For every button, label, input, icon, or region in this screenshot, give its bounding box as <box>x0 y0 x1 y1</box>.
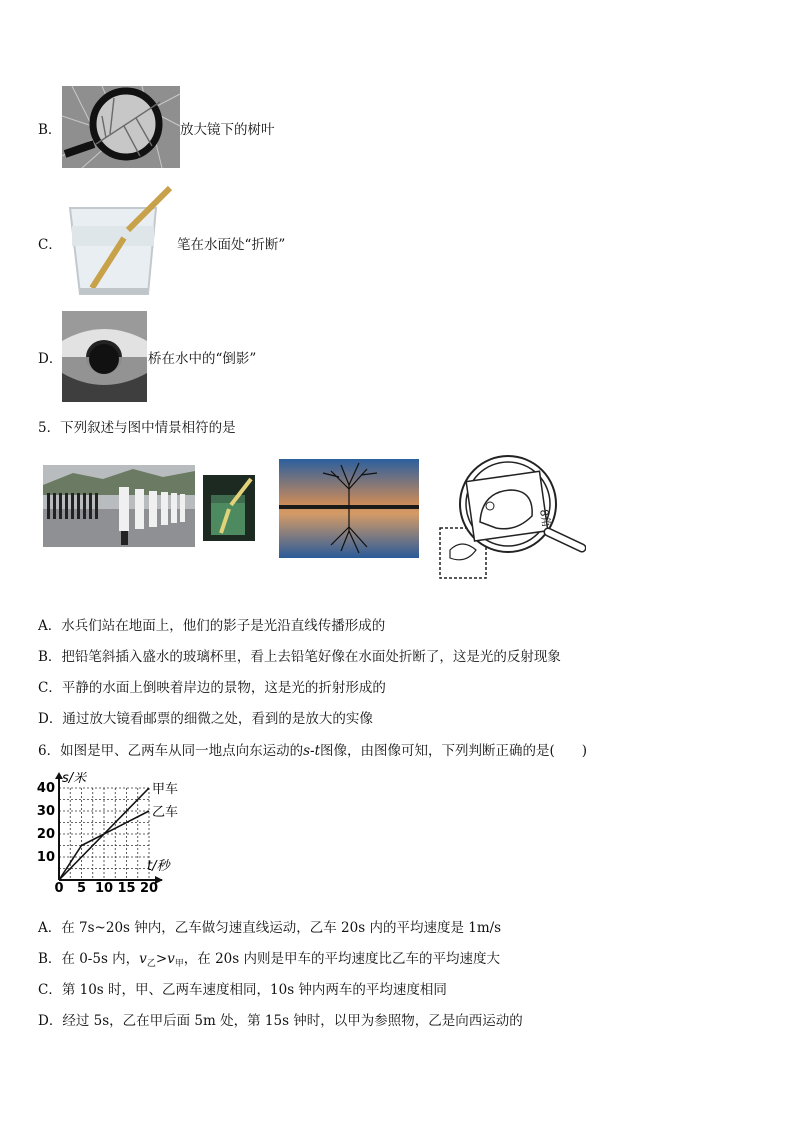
x-tick-label: 0 <box>54 881 64 892</box>
option-c-caption: 笔在水面处“折断” <box>177 237 286 253</box>
option-d-caption: 桥在水中的“倒影” <box>148 351 257 367</box>
y-tick-label: 30 <box>36 804 55 819</box>
q5-option-a: A．水兵们站在地面上，他们的影子是光沿直线传播形成的 <box>38 618 386 634</box>
option-b-caption: 放大镜下的树叶 <box>180 122 275 138</box>
y-tick-label: 10 <box>36 850 55 865</box>
q6-option-b-v1: v <box>139 951 147 967</box>
q6-option-a: A．在 7s~20s 钟内，乙车做匀速直线运动，乙车 20s 内的平均速度是 1m/s <box>38 920 502 936</box>
question-5-text: 5．下列叙述与图中情景相符的是 <box>38 420 236 436</box>
q6-option-b <box>38 947 500 969</box>
q6-option-b-sub1: 乙 <box>146 959 156 969</box>
option-c-letter: C． <box>38 237 62 253</box>
option-d-letter: D． <box>38 351 63 367</box>
x-axis-label: t/秒 <box>147 859 170 874</box>
tree-reflection-photo <box>279 459 419 558</box>
question-6-text <box>38 739 587 759</box>
x-tick-label: 20 <box>139 881 159 892</box>
x-tick-label: 15 <box>117 881 136 892</box>
y-tick-label: 40 <box>36 781 55 796</box>
q6-option-c: C．第 10s 时，甲、乙两车速度相同，10s 钟内两车的平均速度相同 <box>38 982 447 998</box>
q6-option-b-pre: B．在 0-5s 内， <box>38 951 140 967</box>
y-axis-label: s/米 <box>62 772 87 786</box>
magnifier-leaf-photo <box>62 86 180 168</box>
q6-option-b-v2: v <box>167 951 175 967</box>
st-graph <box>34 772 179 892</box>
q5-option-d: D．通过放大镜看邮票的细微之处，看到的是放大的实像 <box>38 711 373 727</box>
svg-text:8角: 8角 <box>537 508 553 529</box>
q6-option-b-sub2: 甲 <box>174 959 184 969</box>
q5-option-c: C．平静的水面上倒映着岸边的景物，这是光的折射形成的 <box>38 680 386 696</box>
q6-text-post: 图像，由图像可知，下列判断正确的是( ) <box>320 743 588 759</box>
soldiers-shadow-photo <box>43 465 195 547</box>
series-label-jia: 甲车 <box>152 782 179 797</box>
y-tick-label: 20 <box>36 827 55 842</box>
x-tick-label: 5 <box>76 881 87 892</box>
q6-text-var: s-t <box>303 743 321 759</box>
magnifier-stamp-drawing <box>436 454 586 582</box>
x-tick-label: 10 <box>94 881 114 892</box>
q6-option-b-post: ，在 20s 内则是甲车的平均速度比乙车的平均速度大 <box>183 951 500 967</box>
option-b-letter: B． <box>38 122 62 138</box>
pencil-in-water-glass-photo <box>66 186 174 300</box>
bridge-reflection-photo <box>62 311 147 402</box>
q6-option-d: D．经过 5s，乙在甲后面 5m 处，第 15s 钟时，以甲为参照物，乙是向西运动的 <box>38 1013 523 1029</box>
q6-option-b-gt: > <box>155 951 168 967</box>
q5-option-b: B．把铅笔斜插入盛水的玻璃杯里，看上去铅笔好像在水面处折断了，这是光的反射现象 <box>38 649 561 665</box>
pencil-in-glass-photo <box>203 475 255 541</box>
series-label-yi: 乙车 <box>152 805 179 820</box>
q6-text-pre: 6．如图是甲、乙两车从同一地点向东运动的 <box>38 743 304 759</box>
